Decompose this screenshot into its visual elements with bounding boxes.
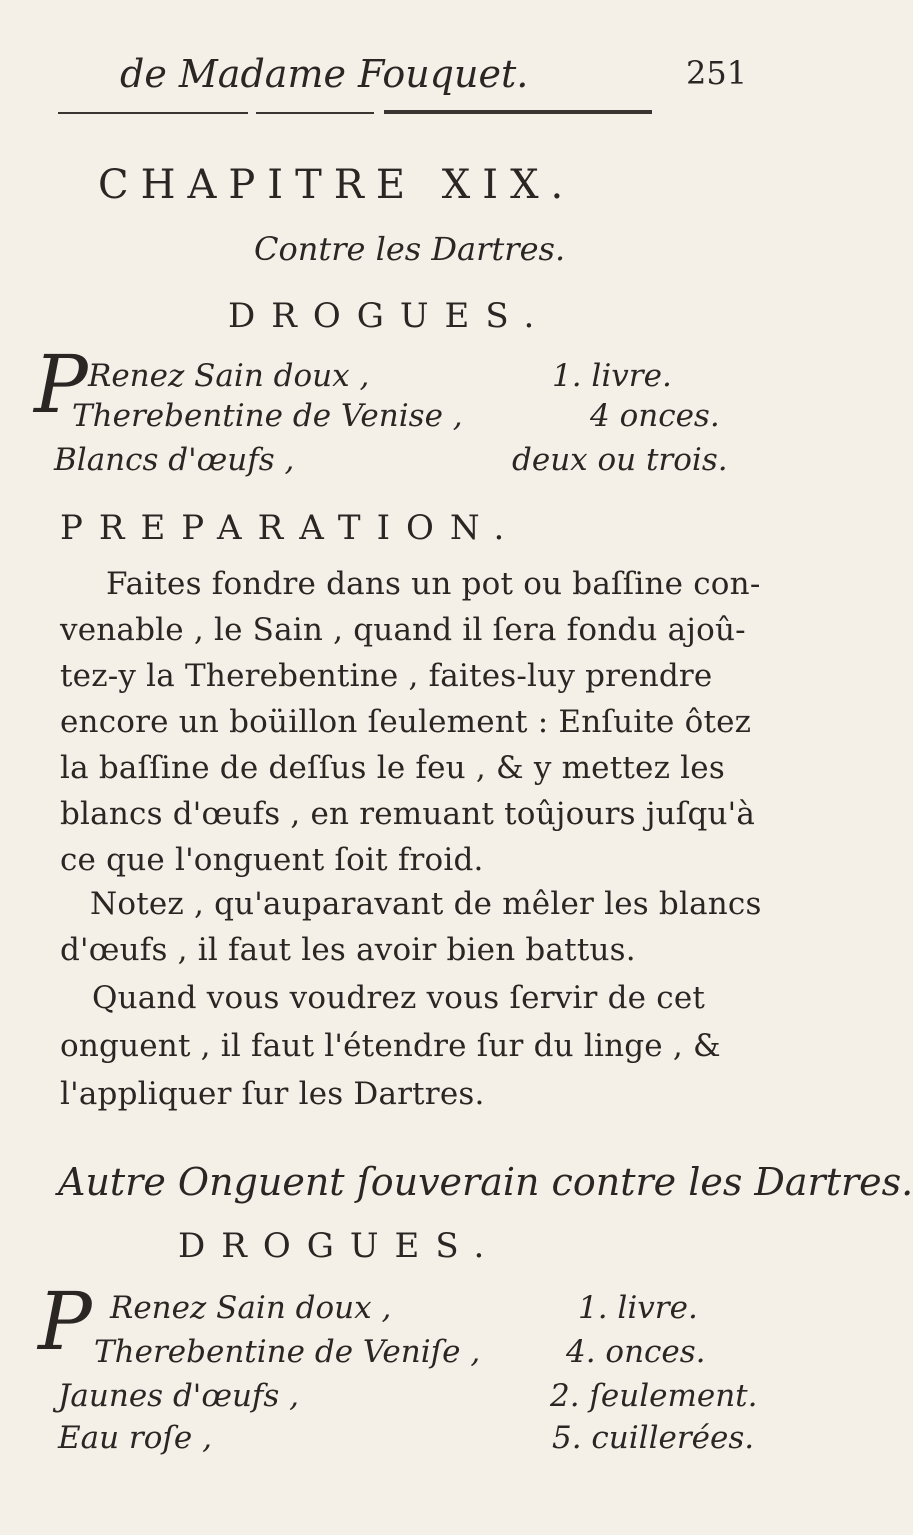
remedy-subheading: Autre Onguent ſouverain contre les Dartres. (58, 1160, 913, 1204)
header-rule-right (384, 110, 652, 114)
text-line: blancs d'œufs , en remuant toûjours juſqu'à (60, 796, 756, 832)
ingredient-name: Therebentine de Veniſe , (94, 1334, 481, 1370)
ingredient-quantity: 1. livre. (552, 358, 672, 394)
text-line: venable , le Sain , quand il ſera fondu ajoû- (60, 612, 746, 648)
header-rule-left (58, 112, 248, 114)
ingredient-name: Eau roſe , (58, 1420, 212, 1456)
text-line: encore un boüillon ſeulement : Enſuite ôtez (60, 704, 752, 740)
drop-cap: P (34, 338, 88, 431)
ingredient-quantity: 2. ſeulement. (550, 1378, 758, 1414)
ingredient-quantity: 5. cuillerées. (552, 1420, 755, 1456)
text-line: Faites fondre dans un pot ou baſſine con- (106, 566, 761, 602)
ingredient-name: Renez Sain doux , (110, 1290, 392, 1326)
ingredient-quantity: 1. livre. (578, 1290, 698, 1326)
ingredient-name: Jaunes d'œufs , (58, 1378, 300, 1414)
text-line: ce que l'onguent ſoit froid. (60, 842, 484, 878)
text-line: tez-y la Therebentine , faites-luy prendre (60, 658, 713, 694)
text-line: d'œufs , il faut les avoir bien battus. (60, 932, 636, 968)
ingredient-quantity: 4. onces. (566, 1334, 706, 1370)
running-title: de Madame Fouquet. (120, 52, 529, 96)
text-line: onguent , il faut l'étendre ſur du linge , & (60, 1028, 721, 1064)
chapter-subtitle: Contre les Dartres. (254, 230, 566, 268)
preparation-heading: PREPARATION. (60, 508, 521, 548)
text-line: la baſſine de deſſus le feu , & y mettez les (60, 750, 725, 786)
header-rule-mid (256, 112, 374, 114)
ingredient-quantity: 4 onces. (590, 398, 720, 434)
ingredient-name: Therebentine de Venise , (72, 398, 463, 434)
ingredient-name: Blancs d'œufs , (54, 442, 295, 478)
text-line: Notez , qu'auparavant de mêler les blancs (90, 886, 762, 922)
drogues-heading: DROGUES. (178, 1226, 501, 1266)
text-line: l'appliquer ſur les Dartres. (60, 1076, 485, 1112)
drogues-heading: DROGUES. (228, 296, 551, 336)
ingredient-name: Renez Sain doux , (88, 358, 370, 394)
drop-cap: P (38, 1275, 92, 1368)
page-number: 251 (686, 54, 748, 92)
text-line: Quand vous voudrez vous ſervir de cet (92, 980, 706, 1016)
chapter-title: CHAPITRE XIX. (98, 162, 576, 208)
ingredient-quantity: deux ou trois. (512, 442, 728, 478)
